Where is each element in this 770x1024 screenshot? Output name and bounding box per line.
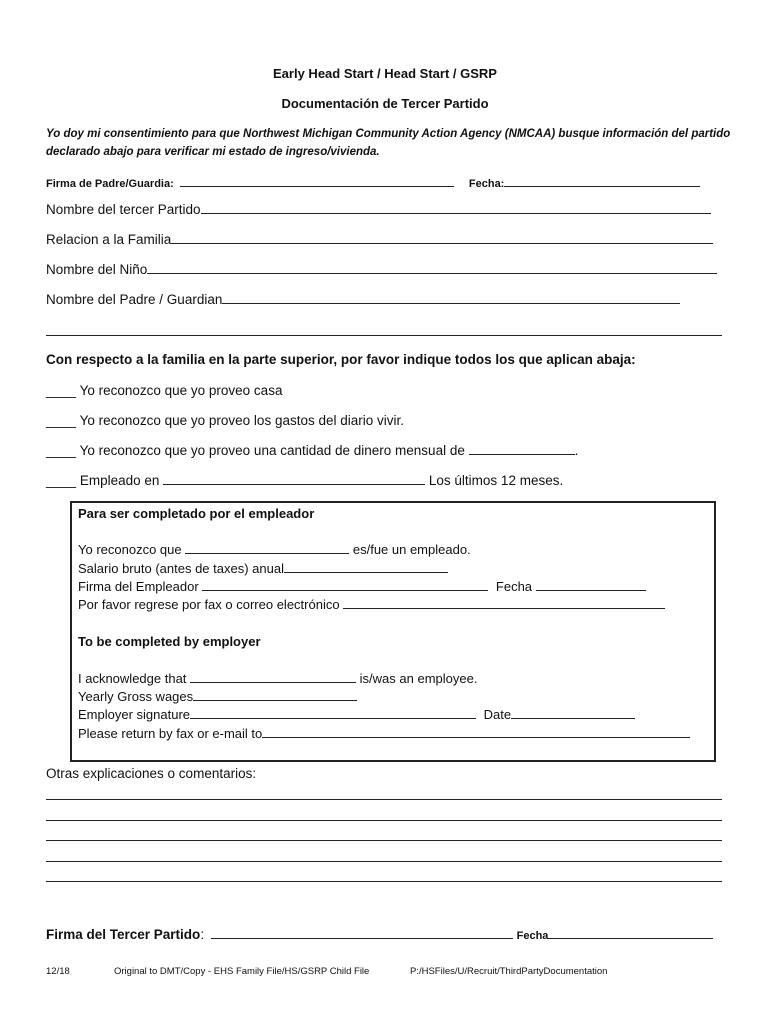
third-party-date-field[interactable] — [548, 927, 713, 939]
return-en-label: Please return by fax or e-mail to — [78, 726, 263, 741]
parent-date-label: Fecha: — [468, 178, 505, 190]
consent-statement: Yo doy mi consentimiento para que Northwest Michigan Community Action Agency (NMCAA) busque información del partido declarado abajo para verificar mi estado de ingreso/vivienda. — [46, 128, 731, 158]
child-name-field[interactable] — [147, 262, 717, 274]
checklist-heading: Con respecto a la familia en la parte superior, por favor indique todos los que aplican abaja: — [46, 352, 636, 367]
wages-en-label: Yearly Gross wages — [78, 689, 194, 704]
check-item-monthly-money-text: Yo reconozco que yo proveo una cantidad de dinero mensual de — [79, 443, 465, 458]
document-title: Early Head Start / Head Start / GSRP — [273, 66, 497, 81]
return-es-label: Por favor regrese por fax o correo electrónico — [78, 597, 340, 612]
check-item-employed — [46, 473, 563, 488]
employer-signature-en-row — [78, 707, 635, 722]
third-party-signature-row — [46, 927, 713, 942]
wages-en-row — [78, 689, 357, 704]
relation-label: Relacion a la Familia — [46, 232, 172, 247]
footer-date: 12/18 — [46, 966, 70, 977]
comment-line-1[interactable] — [46, 799, 722, 800]
employer-ack-es-prefix: Yo reconozco que — [78, 542, 182, 557]
third-party-signature-field[interactable] — [211, 927, 513, 939]
employer-signature-en-field[interactable] — [190, 707, 476, 719]
salary-es-label: Salario bruto (antes de taxes) anual — [78, 561, 284, 576]
employer-signature-en-label: Employer signature — [78, 707, 190, 722]
third-party-name-row — [46, 202, 711, 217]
parent-signature-field[interactable] — [180, 175, 454, 187]
check-item-housing — [46, 383, 282, 398]
check-blank-2[interactable]: ____ — [46, 413, 77, 428]
employer-name-field[interactable] — [163, 473, 425, 485]
employer-ack-es-suffix: es/fue un empleado. — [352, 542, 471, 557]
wages-en-field[interactable] — [193, 689, 357, 701]
child-name-row — [46, 262, 717, 277]
employer-signature-es-field[interactable] — [202, 579, 488, 591]
return-en-row — [78, 726, 690, 741]
third-party-date-label: Fecha — [516, 930, 549, 942]
return-en-field[interactable] — [262, 726, 690, 738]
child-name-label: Nombre del Niño — [46, 262, 148, 277]
employer-ack-es-row — [78, 542, 471, 557]
salary-es-row — [78, 561, 448, 576]
parent-date-field[interactable] — [504, 175, 700, 187]
monthly-amount-period: . — [574, 443, 579, 458]
relation-field[interactable] — [171, 232, 713, 244]
check-item-monthly-money — [46, 443, 578, 458]
employer-ack-en-row — [78, 671, 477, 686]
employer-date-es-field[interactable] — [536, 579, 646, 591]
comment-line-5[interactable] — [46, 881, 722, 882]
employee-name-en-field[interactable] — [190, 671, 356, 683]
comment-line-4[interactable] — [46, 861, 722, 862]
monthly-amount-field[interactable] — [469, 443, 575, 455]
third-party-name-field[interactable] — [201, 202, 711, 214]
employer-ack-en-prefix: I acknowledge that — [78, 671, 187, 686]
footer-distribution: Original to DMT/Copy - EHS Family File/HS/GSRP Child File — [114, 966, 370, 977]
comments-label: Otras explicaciones o comentarios: — [46, 766, 257, 781]
parent-name-field[interactable] — [222, 292, 680, 304]
parent-signature-row — [46, 175, 700, 190]
parent-name-continuation-line[interactable] — [46, 335, 722, 336]
return-es-row — [78, 597, 665, 612]
comment-line-3[interactable] — [46, 840, 722, 841]
parent-name-row — [46, 292, 680, 307]
comment-line-2[interactable] — [46, 820, 722, 821]
parent-signature-label: Firma de Padre/Guardia: — [46, 178, 174, 190]
check-item-employed-suffix: Los últimos 12 meses. — [428, 473, 564, 488]
employer-signature-es-label: Firma del Empleador — [78, 579, 199, 594]
parent-name-label: Nombre del Padre / Guardian — [46, 292, 223, 307]
salary-es-field[interactable] — [284, 561, 448, 573]
check-blank-3[interactable]: ____ — [46, 443, 77, 458]
check-item-expenses-text: Yo reconozco que yo proveo los gastos del diario vivir. — [79, 413, 405, 428]
employer-section-box — [70, 501, 716, 762]
check-blank-4[interactable]: ____ — [46, 473, 77, 488]
employer-heading-en: To be completed by employer — [78, 634, 261, 649]
employer-date-es-label: Fecha — [495, 579, 533, 594]
employer-date-en-field[interactable] — [511, 707, 635, 719]
check-item-expenses — [46, 413, 404, 428]
check-item-housing-text: Yo reconozco que yo proveo casa — [79, 383, 283, 398]
footer-file-path: P:/HSFiles/U/Recruit/ThirdPartyDocumentation — [410, 966, 608, 977]
return-es-field[interactable] — [343, 597, 665, 609]
employee-name-es-field[interactable] — [185, 542, 349, 554]
employer-date-en-label: Date — [483, 707, 512, 722]
check-blank-1[interactable]: ____ — [46, 383, 77, 398]
third-party-name-label: Nombre del tercer Partido — [46, 202, 201, 217]
third-party-signature-label: Firma del Tercer Partido — [46, 927, 201, 942]
employer-heading-es: Para ser completado por el empleador — [78, 506, 315, 521]
employer-ack-en-suffix: is/was an employee. — [359, 671, 478, 686]
employer-signature-es-row — [78, 579, 646, 594]
relation-row — [46, 232, 713, 247]
third-party-signature-colon: : — [200, 927, 205, 942]
check-item-employed-text: Empleado en — [79, 473, 160, 488]
document-subtitle: Documentación de Tercer Partido — [281, 96, 489, 111]
